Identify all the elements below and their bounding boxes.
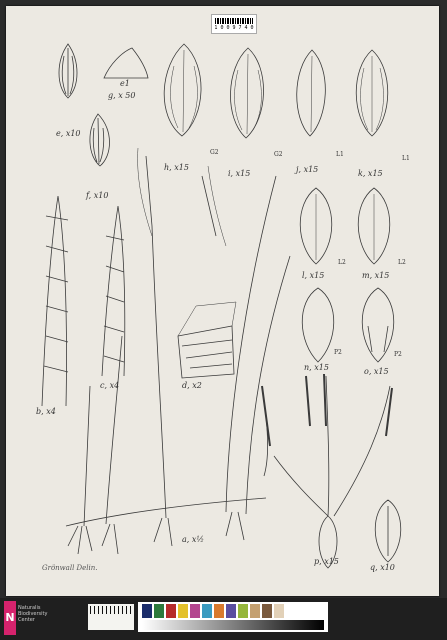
palea-o-drawing [362, 288, 394, 362]
specimen-barcode-label [211, 14, 257, 34]
color-swatch [274, 604, 284, 618]
sublabel-l: L2 [338, 259, 346, 266]
sublabel-j: L1 [336, 151, 344, 158]
botanical-illustration [6, 6, 439, 596]
color-swatch [154, 604, 164, 618]
glume-g-drawing [104, 48, 148, 78]
logo-line: Biodiversity [18, 611, 48, 617]
logo-line: Naturalis [18, 605, 41, 611]
label-j: j, x15 [296, 165, 319, 174]
barcode-bars [215, 18, 253, 24]
label-n: n, x15 [304, 363, 329, 372]
color-swatch [226, 604, 236, 618]
grayscale-bar [142, 620, 324, 630]
glume-h-drawing [164, 44, 201, 136]
color-swatch [166, 604, 176, 618]
logo-text [18, 605, 47, 623]
label-o: o, x15 [364, 367, 389, 376]
scale-ruler [88, 604, 134, 630]
label-b: b, x4 [36, 407, 56, 416]
ligule-d-drawing [178, 326, 234, 378]
sublabel-n: P2 [334, 349, 342, 356]
palea-n-drawing [302, 288, 334, 362]
label-i: i, x15 [228, 169, 251, 178]
label-l: l, x15 [302, 271, 325, 280]
barcode-number: 1 0 0 9 7 4 0 [214, 25, 254, 31]
label-g: g, x 50 [108, 91, 136, 100]
sublabel-o: P2 [394, 351, 402, 358]
raceme-b-drawing [42, 196, 68, 406]
sublabel-i: G2 [274, 151, 283, 158]
label-p: p, x15 [314, 557, 339, 566]
label-k: k, x15 [358, 169, 383, 178]
label-e: e, x10 [56, 129, 81, 138]
sublabel-m: L2 [398, 259, 406, 266]
label-m: m, x15 [362, 271, 390, 280]
caryopsis-q-drawing [375, 500, 401, 562]
label-d: d, x2 [182, 381, 202, 390]
raceme-c-drawing [102, 206, 125, 376]
naturalis-logo [4, 601, 48, 637]
logo-mark: N [4, 601, 16, 635]
label-c: c, x4 [100, 381, 120, 390]
label-a: a, x½ [182, 535, 205, 544]
color-swatch [262, 604, 272, 618]
color-swatch [250, 604, 260, 618]
color-swatch [214, 604, 224, 618]
label-e1: e1 [120, 79, 130, 88]
label-f: f, x10 [86, 191, 109, 200]
color-swatch [142, 604, 152, 618]
sublabel-k: L1 [402, 155, 410, 162]
color-swatch [202, 604, 212, 618]
color-calibration-card [138, 602, 328, 632]
color-swatch [238, 604, 248, 618]
label-q: q, x10 [370, 563, 395, 572]
logo-line: Center [18, 617, 35, 623]
plant-a-drawing [66, 156, 290, 526]
color-swatch [190, 604, 200, 618]
spikelet-f-drawing [90, 114, 110, 166]
ruler-ticks [90, 606, 132, 614]
botanical-plate [6, 6, 439, 596]
sublabel-h: G2 [210, 149, 219, 156]
color-swatch [178, 604, 188, 618]
label-h: h, x15 [164, 163, 189, 172]
artist-signature: Grönwall Delin. [42, 564, 98, 572]
